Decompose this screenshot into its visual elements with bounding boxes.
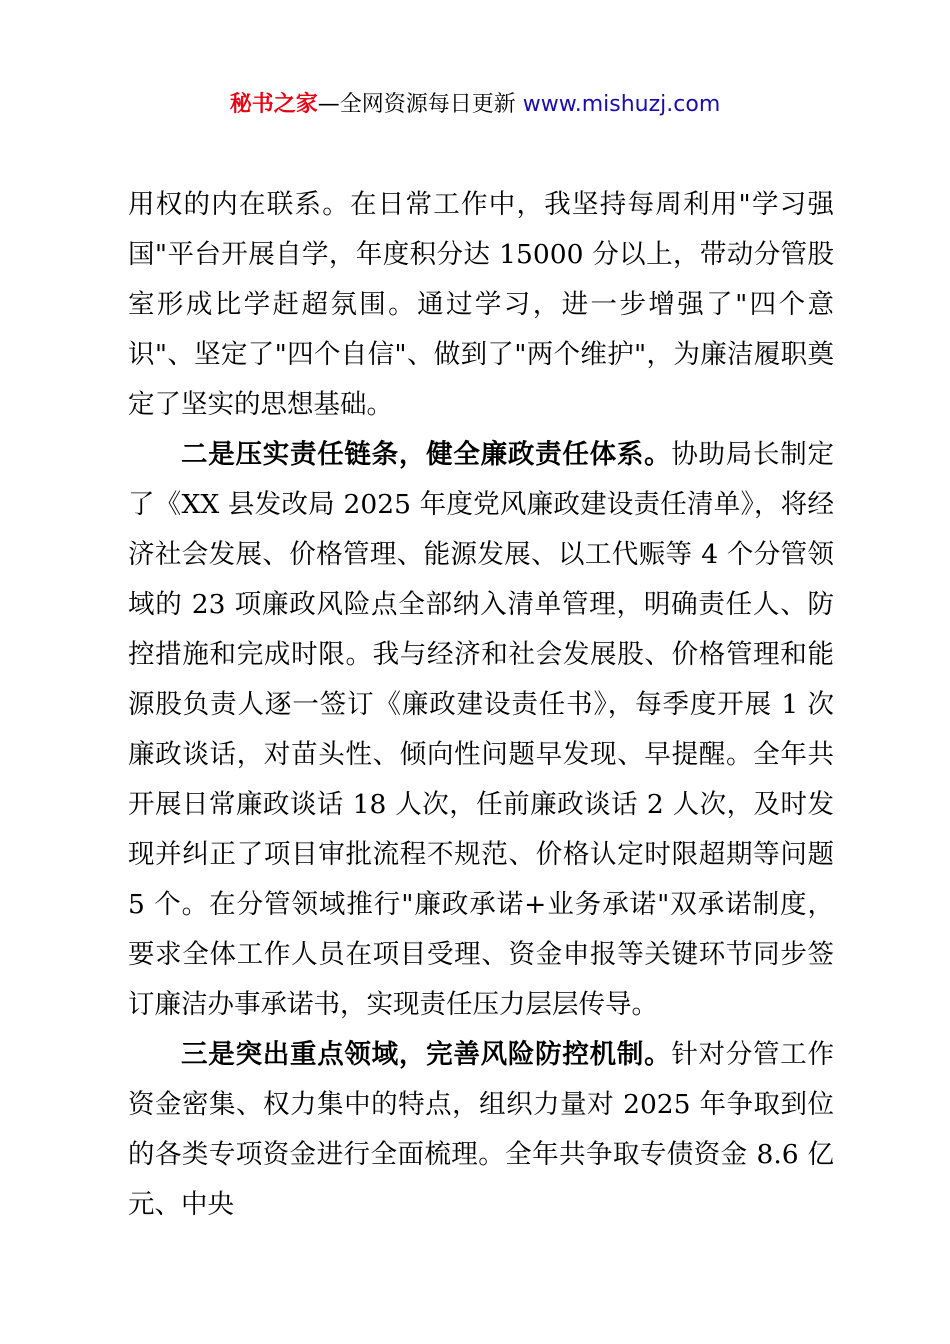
site-url-link[interactable]: www.mishuzj.com xyxy=(522,92,721,117)
site-brand: 秘书之家 xyxy=(229,92,318,117)
site-tagline: —全网资源每日更新 xyxy=(317,92,523,117)
paragraph-3-text: 针对分管工作资金密集、权力集中的特点，组织力量对 2025 年争取到位的各类专项资金进行全面梳理。全年共争取专债资金 8.6 亿元、中央 xyxy=(128,1039,835,1220)
paragraph-1 xyxy=(128,180,834,430)
document-body xyxy=(128,180,834,1230)
site-header xyxy=(0,88,950,122)
paragraph-3-heading: 三是突出重点领域，完善风险防控机制。 xyxy=(181,1039,672,1070)
paragraph-1-text: 用权的内在联系。在日常工作中，我坚持每周利用"学习强国"平台开展自学，年度积分达 15000 分以上，带动分管股室形成比学赶超氛围。通过学习，进一步增强了"四个意识"、坚定了"四个自信"、做到了"两个维护"，为廉洁履职奠定了坚实的思想基础。 xyxy=(128,189,834,420)
paragraph-3 xyxy=(128,1030,834,1230)
paragraph-2 xyxy=(128,430,834,1030)
paragraph-2-heading: 二是压实责任链条，健全廉政责任体系。 xyxy=(181,439,672,470)
paragraph-2-text: 协助局长制定了《XX 县发改局 2025 年度党风廉政建设责任清单》，将经济社会发展、价格管理、能源发展、以工代赈等 4 个分管领域的 23 项廉政风险点全部纳入清单管理，明确责任人、防控措施和完成时限。我与经济和社会发展股、价格管理和能源股负责人逐一签订《廉政建设责任书》，每季度开展 1 次廉政谈话，对苗头性、倾向性问题早发现、早提醒。全年共开展日常廉政谈话 18 人次，任前廉政谈话 2 人次，及时发现并纠正了项目审批流程不规范、价格认定时限超期等问题 5 个。在分管领域推行"廉政承诺+业务承诺"双承诺制度，要求全体工作人员在项目受理、资金申报等关键环节同步签订廉洁办事承诺书，实现责任压力层层传导。 xyxy=(128,439,835,1020)
